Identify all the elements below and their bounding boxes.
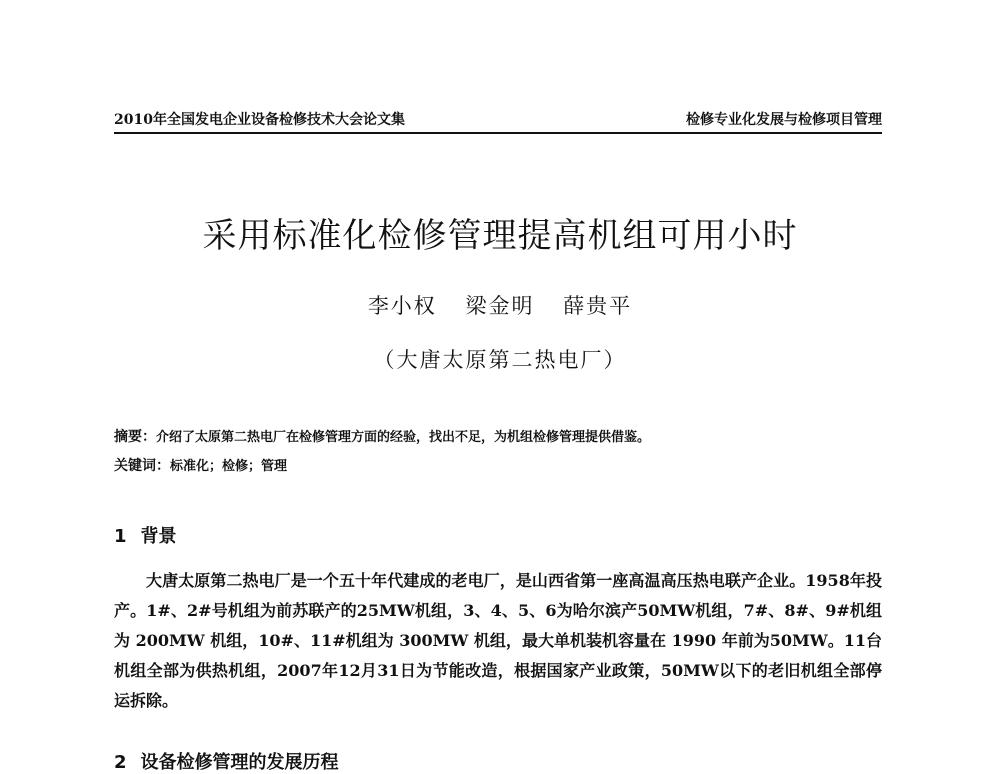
abstract bbox=[114, 426, 650, 446]
running-header-right: 检修专业化发展与检修项目管理 bbox=[686, 112, 882, 128]
author-name: 梁金明 bbox=[465, 294, 535, 318]
author-affiliation: （大唐太原第二热电厂） bbox=[373, 348, 627, 372]
section-title: 背景 bbox=[140, 526, 177, 547]
section-number: 1 bbox=[114, 526, 127, 547]
keywords-label: 关键词： bbox=[114, 458, 170, 474]
author-name: 薛贵平 bbox=[563, 294, 633, 318]
header-rule bbox=[114, 132, 882, 134]
section-heading bbox=[114, 522, 177, 548]
section-heading bbox=[114, 748, 339, 774]
section-title: 设备检修管理的发展历程 bbox=[140, 752, 339, 773]
abstract-text: 介绍了太原第二热电厂在检修管理方面的经验，找出不足，为机组检修管理提供借鉴。 bbox=[156, 430, 651, 445]
keywords bbox=[114, 455, 287, 475]
keywords-text: 标准化；检修；管理 bbox=[170, 459, 288, 474]
running-header bbox=[114, 107, 882, 131]
author-name: 李小权 bbox=[367, 294, 437, 318]
paper-title: 采用标准化检修管理提高机组可用小时 bbox=[202, 216, 798, 256]
body-paragraph: 大唐太原第二热电厂是一个五十年代建成的老电厂，是山西省第一座高温高压热电联产企业。1958年投产。1#、2#号机组为前苏联产的25MW机组，3、4、5、6为哈尔滨产50MW机组，7#、8#、9#机组为 200MW 机组，10#、11#机组为 300MW 机组，最大单机装机容量在 1990 年前为50MW。11台机组全部为供热机组，2007年12月31日为节能改造，根据国家产业政策，50MW以下的老旧机组全部停运拆除。 bbox=[114, 571, 882, 710]
abstract-label: 摘要： bbox=[114, 429, 156, 445]
running-header-left: 2010年全国发电企业设备检修技术大会论文集 bbox=[114, 112, 405, 128]
section-number: 2 bbox=[114, 752, 127, 773]
author-list bbox=[0, 290, 1000, 320]
